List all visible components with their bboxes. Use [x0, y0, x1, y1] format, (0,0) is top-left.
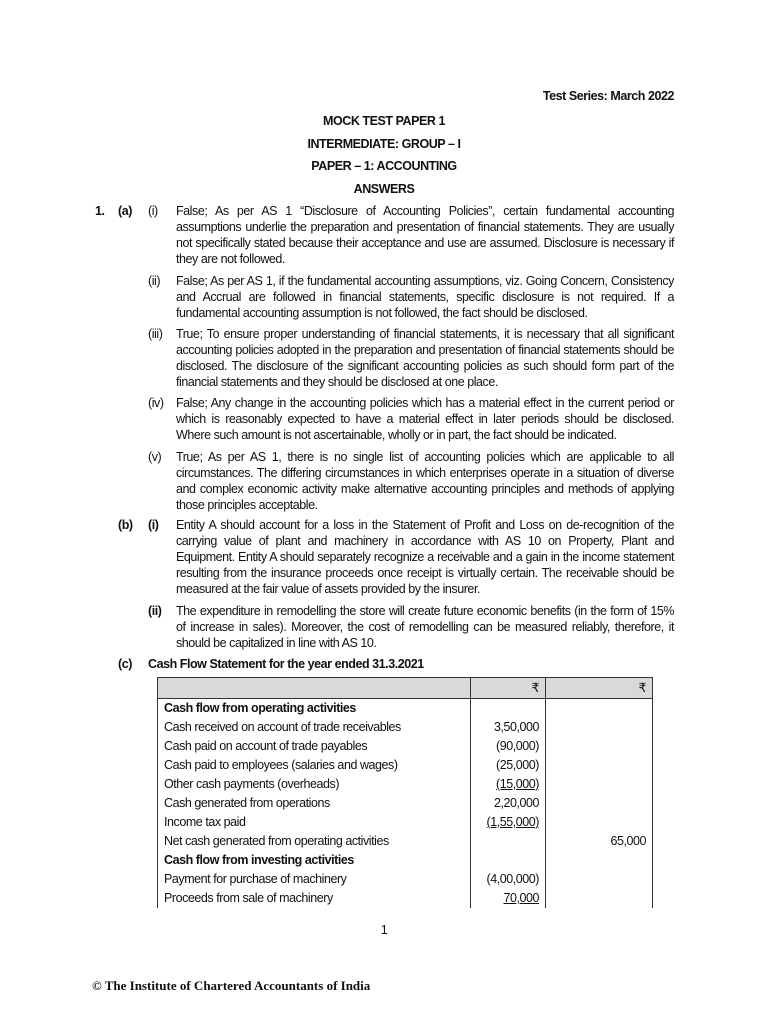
- row-label-text: Income tax paid: [164, 815, 246, 829]
- table-row: [158, 737, 653, 756]
- total-cell: [546, 794, 653, 813]
- amount-cell-text: 3,50,000: [493, 720, 539, 734]
- page-number: 1: [380, 923, 388, 937]
- amount-cell: [471, 794, 546, 813]
- amount-cell: [471, 870, 546, 889]
- amount-cell: [471, 889, 546, 908]
- table-row: [158, 699, 653, 719]
- answer-1b-ii: [90, 603, 680, 651]
- row-label-text: Cash paid to employees (salaries and wages): [164, 758, 398, 772]
- row-label: [158, 737, 471, 756]
- item-label: (ii): [148, 274, 161, 288]
- total-cell: [546, 813, 653, 832]
- answer-text: Entity A should account for a loss in the Statement of Profit and Loss on de-recognition of the carrying value of plant and machinery in accordance with AS 10 on Property, Plant and Equipment. Entity A should separately recognize a receivable and a gain in the income statement resulting from the insurance proceeds once receipt is virtually certain. The receivable should be measured at the fair value of assets provided by the insurer.: [176, 518, 674, 596]
- table-row: [158, 870, 653, 889]
- amount-cell: [471, 699, 546, 719]
- answer-1b-i: [90, 517, 680, 597]
- table-row: [158, 775, 653, 794]
- row-label-text: Payment for purchase of machinery: [164, 872, 347, 886]
- row-label-text: Net cash generated from operating activities: [164, 834, 389, 848]
- group-title: INTERMEDIATE: GROUP – I: [307, 137, 461, 151]
- answers-heading: ANSWERS: [353, 182, 415, 196]
- row-label: [158, 794, 471, 813]
- row-label: [158, 851, 471, 870]
- answer-text: True; To ensure proper understanding of financial statements, it is necessary that all significant accounting policies adopted in the preparation and presentation of financial statements should be disclosed. The disclosure of the significant accounting policies as such should form part of the financial statements and they should be disclosed at one place.: [176, 327, 674, 389]
- paper-title: MOCK TEST PAPER 1: [323, 114, 445, 128]
- part-label: (a): [118, 204, 132, 218]
- table-row: [158, 889, 653, 908]
- row-label-text: Other cash payments (overheads): [164, 777, 340, 791]
- total-cell: [546, 756, 653, 775]
- table-row: [158, 813, 653, 832]
- row-label: [158, 870, 471, 889]
- total-cell: [546, 889, 653, 908]
- answer-text: False; As per AS 1 “Disclosure of Accounting Policies”, certain fundamental accounting assumptions underlie the preparation and presentation of financial statements. They are usually not specifically stated because their acceptance and use are assumed. Disclosure is necessary if they are not followed.: [176, 204, 674, 266]
- total-cell: [546, 699, 653, 719]
- answer-1a-iv: [90, 395, 680, 443]
- amount-cell: [471, 718, 546, 737]
- amount-cell-text: 2,20,000: [493, 796, 539, 810]
- item-label: (i): [148, 518, 159, 532]
- item-label: (v): [148, 450, 162, 464]
- amount-cell-text: (15,000): [496, 777, 539, 791]
- row-label-text: Cash flow from operating activities: [164, 701, 356, 715]
- item-label: (iv): [148, 396, 164, 410]
- amount-cell-text: (90,000): [496, 739, 539, 753]
- amount-cell: [471, 813, 546, 832]
- table-row: [158, 851, 653, 870]
- item-label: (i): [148, 204, 158, 218]
- row-label: [158, 813, 471, 832]
- question-number: 1.: [95, 204, 105, 218]
- currency-header: ₹: [471, 678, 546, 699]
- part-label: (b): [118, 518, 133, 532]
- subject-title: PAPER – 1: ACCOUNTING: [311, 159, 457, 173]
- amount-cell-text: 70,000: [503, 891, 539, 905]
- test-series-label: Test Series: March 2022: [542, 89, 674, 103]
- row-label-text: Cash flow from investing activities: [164, 853, 354, 867]
- row-label: [158, 718, 471, 737]
- part-label: (c): [118, 657, 132, 671]
- table-row: [158, 794, 653, 813]
- currency-header: ₹: [546, 678, 653, 699]
- total-cell: [546, 832, 653, 851]
- header-blank: [158, 678, 471, 699]
- table-row: [158, 756, 653, 775]
- total-cell: [546, 870, 653, 889]
- amount-cell: [471, 832, 546, 851]
- answer-1a-iii: [90, 326, 680, 390]
- answer-text: False; Any change in the accounting policies which has a material effect in the current period or which is reasonably expected to have a material effect in later periods should be disclosed. Where such amount is not ascertainable, wholly or in part, the fact should be indicated.: [176, 396, 674, 442]
- row-label: [158, 699, 471, 719]
- row-label: [158, 775, 471, 794]
- amount-cell: [471, 737, 546, 756]
- answer-text: True; As per AS 1, there is no single list of accounting policies which are applicable to all circumstances. The differing circumstances in which enterprises operate in a situation of diverse and complex economic activity make alternative accounting principles and methods of applying those principles acceptable.: [176, 450, 674, 512]
- answer-1a-i: [90, 203, 680, 267]
- row-label-text: Proceeds from sale of machinery: [164, 891, 333, 905]
- answer-1a-ii: [90, 273, 680, 321]
- row-label: [158, 889, 471, 908]
- footer-copyright: © The Institute of Chartered Accountants of India: [92, 978, 371, 993]
- table-header-row: [158, 678, 653, 699]
- row-label: [158, 756, 471, 775]
- item-label: (ii): [148, 604, 162, 618]
- amount-cell: [471, 851, 546, 870]
- answer-1a-v: [90, 449, 680, 513]
- total-cell: [546, 737, 653, 756]
- amount-cell-text: (25,000): [496, 758, 539, 772]
- amount-cell: [471, 756, 546, 775]
- table-row: [158, 832, 653, 851]
- row-label-text: Cash received on account of trade receivables: [164, 720, 401, 734]
- amount-cell-text: (4,00,000): [486, 872, 539, 886]
- answer-text: The expenditure in remodelling the store will create future economic benefits (in the form of 15% of increase in sales). Moreover, the cost of remodelling can be measured reliably, therefore, it should be capitalized in line with AS 10.: [176, 604, 674, 650]
- row-label: [158, 832, 471, 851]
- total-cell: [546, 775, 653, 794]
- cash-flow-table: [157, 677, 653, 908]
- total-cell: [546, 851, 653, 870]
- row-label-text: Cash generated from operations: [164, 796, 330, 810]
- total-cell-text: 65,000: [610, 834, 646, 848]
- answer-text: False; As per AS 1, if the fundamental accounting assumptions, viz. Going Concern, Consistency and Accrual are followed in financial statements, specific disclosure is not required. If a fundamental accounting assumption is not followed, the fact should be disclosed.: [176, 274, 674, 320]
- cash-flow-heading: Cash Flow Statement for the year ended 31.3.2021: [148, 657, 424, 671]
- amount-cell: [471, 775, 546, 794]
- table-row: [158, 718, 653, 737]
- row-label-text: Cash paid on account of trade payables: [164, 739, 368, 753]
- item-label: (iii): [148, 327, 163, 341]
- amount-cell-text: (1,55,000): [486, 815, 539, 829]
- total-cell: [546, 718, 653, 737]
